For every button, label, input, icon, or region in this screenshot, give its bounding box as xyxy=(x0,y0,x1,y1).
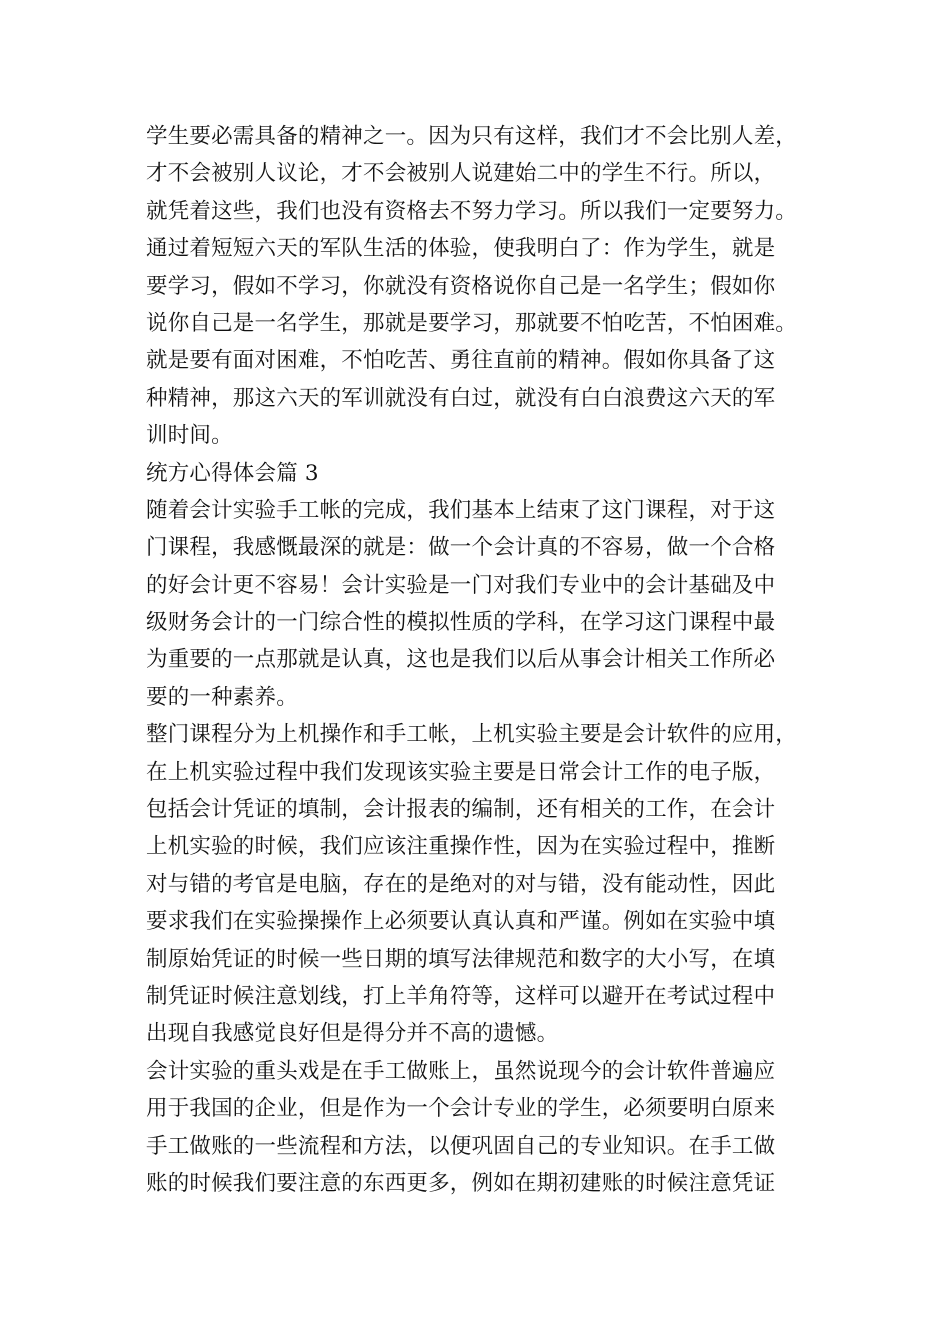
text-line: 制原始凭证的时候一些日期的填写法律规范和数字的大小写，在填 xyxy=(146,946,776,972)
text-line: 种精神，那这六天的军训就没有白过，就没有白白浪费这六天的军 xyxy=(146,385,776,411)
text-line: 会计实验的重头戏是在手工做账上，虽然说现今的会计软件普遍应 xyxy=(146,1058,776,1084)
text-line: 才不会被别人议论，才不会被别人说建始二中的学生不行。所以， xyxy=(146,161,776,187)
text-line: 制凭证时候注意划线，打上羊角符等，这样可以避开在考试过程中 xyxy=(146,983,776,1009)
text-line: 账的时候我们要注意的东西更多，例如在期初建账的时候注意凭证 xyxy=(146,1170,776,1196)
text-line: 门课程，我感慨最深的就是：做一个会计真的不容易，做一个合格 xyxy=(146,535,776,561)
text-line: 级财务会计的一门综合性的模拟性质的学科，在学习这门课程中最 xyxy=(146,610,776,636)
text-line: 就是要有面对困难，不怕吃苦、勇往直前的精神。假如你具备了这 xyxy=(146,348,776,374)
text-line: 训时间。 xyxy=(146,423,233,449)
text-line: 要学习，假如不学习，你就没有资格说你自己是一名学生；假如你 xyxy=(146,273,776,299)
section-heading: 统方心得体会篇 3 xyxy=(146,460,319,486)
document-body xyxy=(146,118,826,1202)
text-line: 通过着短短六天的军队生活的体验，使我明白了：作为学生，就是 xyxy=(146,236,776,262)
text-line: 用于我国的企业，但是作为一个会计专业的学生，必须要明白原来 xyxy=(146,1096,776,1122)
text-line: 包括会计凭证的填制，会计报表的编制，还有相关的工作，在会计 xyxy=(146,797,776,823)
text-line: 说你自己是一名学生，那就是要学习，那就要不怕吃苦，不怕困难。 xyxy=(146,310,798,336)
text-line: 出现自我感觉良好但是得分并不高的遗憾。 xyxy=(146,1021,559,1047)
text-line: 要的一种素养。 xyxy=(146,684,298,710)
text-line: 在上机实验过程中我们发现该实验主要是日常会计工作的电子版， xyxy=(146,759,776,785)
text-line: 的好会计更不容易！会计实验是一门对我们专业中的会计基础及中 xyxy=(146,572,776,598)
text-line: 上机实验的时候，我们应该注重操作性，因为在实验过程中，推断 xyxy=(146,834,776,860)
text-line: 学生要必需具备的精神之一。因为只有这样，我们才不会比别人差， xyxy=(146,124,798,149)
text-line: 为重要的一点那就是认真，这也是我们以后从事会计相关工作所必 xyxy=(146,647,776,673)
text-line: 整门课程分为上机操作和手工帐，上机实验主要是会计软件的应用， xyxy=(146,722,798,748)
text-line: 手工做账的一些流程和方法，以便巩固自己的专业知识。在手工做 xyxy=(146,1133,776,1159)
text-line: 随着会计实验手工帐的完成，我们基本上结束了这门课程，对于这 xyxy=(146,497,776,523)
text-line: 就凭着这些，我们也没有资格去不努力学习。所以我们一定要努力。 xyxy=(146,198,798,224)
text-line: 要求我们在实验操操作上必须要认真认真和严谨。例如在实验中填 xyxy=(146,909,776,935)
text-line: 对与错的考官是电脑，存在的是绝对的对与错，没有能动性，因此 xyxy=(146,871,776,897)
